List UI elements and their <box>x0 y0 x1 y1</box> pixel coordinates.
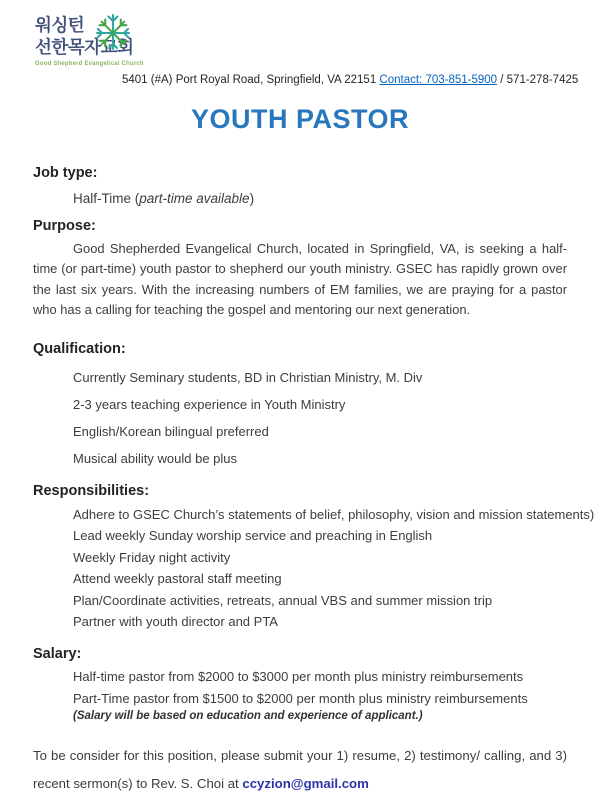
responsibility-item: Lead weekly Sunday worship service and preaching in English <box>73 528 433 544</box>
closing-text: To be consider for this position, please submit your 1) resume, 2) testimony/ calling, and 3) recent sermon(s) to Rev. S. Choi at <box>33 748 567 792</box>
contact-phone-link[interactable]: Contact: 703-851-5900 <box>379 74 498 86</box>
job-type-italic: part-time available <box>139 191 250 206</box>
responsibility-item: Adhere to GSEC Church’s statements of belief, philosophy, vision and mission statements) <box>73 506 595 522</box>
logo-korean-line1: 워싱턴 <box>35 15 85 35</box>
purpose-paragraph: Good Shepherded Evangelical Church, located in Springfield, VA, is seeking a half-time (or part-time) youth pastor to shepherd our youth ministry. GSEC has rapidly grown over the last six years. With the increasing numbers of EM families, we are praying for a pastor who has a calling for teaching the gospel and mentoring our next generation. <box>33 241 567 317</box>
tree-starburst-icon <box>91 10 135 61</box>
responsibility-item: Plan/Coordinate activities, retreats, annual VBS and summer mission trip <box>73 592 493 608</box>
closing-paragraph <box>33 742 567 798</box>
salary-item: Half-time pastor from $2000 to $3000 per month plus ministry reimbursements <box>73 669 524 685</box>
address-line <box>122 74 578 86</box>
email-link[interactable]: ccyzion@gmail.com <box>242 776 369 792</box>
logo-korean-line2: 선한목자교회 <box>35 37 134 57</box>
page-title: YOUTH PASTOR <box>190 104 410 134</box>
responsibility-item: Attend weekly pastoral staff meeting <box>73 571 282 587</box>
salary-note: (Salary will be based on education and experience of applicant.) <box>73 710 423 723</box>
section-heading-purpose: Purpose: <box>33 218 96 234</box>
responsibility-item: Partner with youth director and PTA <box>73 614 278 630</box>
qualification-item: Currently Seminary students, BD in Christian Ministry, M. Div <box>73 370 423 386</box>
section-heading-qualification: Qualification: <box>33 341 126 358</box>
section-heading-salary: Salary: <box>33 646 82 663</box>
address-text: 5401 (#A) Port Royal Road, Springfield, VA 22151 <box>122 74 380 86</box>
church-logo <box>35 14 144 67</box>
job-type-main: Half-Time ( <box>73 191 140 206</box>
address-alt-phone: / 571-278-7425 <box>497 74 579 86</box>
qualification-item: 2-3 years teaching experience in Youth Ministry <box>73 397 346 413</box>
qualification-item: Musical ability would be plus <box>73 451 238 467</box>
section-heading-responsibilities: Responsibilities: <box>33 483 150 500</box>
section-heading-job-type: Job type: <box>33 165 98 181</box>
job-type-close: ) <box>249 191 255 206</box>
qualification-item: English/Korean bilingual preferred <box>73 424 269 440</box>
job-type-value <box>73 189 567 209</box>
salary-item: Part-Time pastor from $1500 to $2000 per month plus ministry reimbursements <box>73 691 528 707</box>
logo-tagline: Good Shepherd Evangelical Church <box>35 61 144 67</box>
document-body <box>33 156 595 798</box>
responsibility-item: Weekly Friday night activity <box>73 549 231 565</box>
